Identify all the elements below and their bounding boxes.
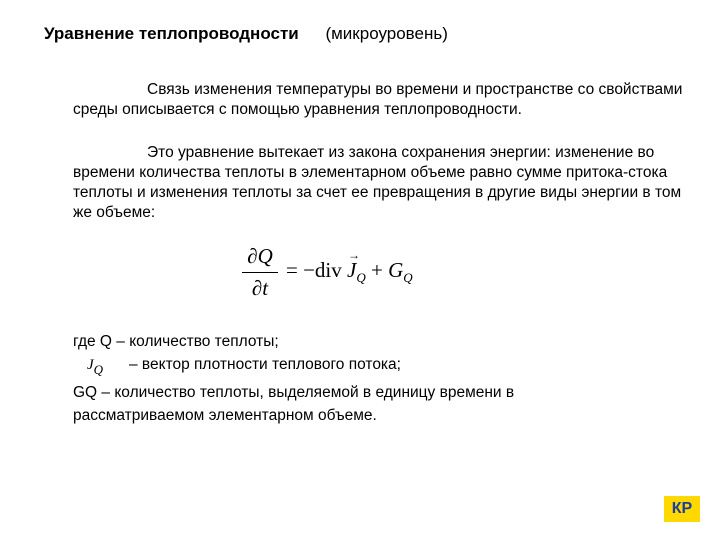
- formula-source-sub: Q: [403, 270, 413, 285]
- formula-plus: +: [365, 258, 389, 282]
- title-subtitle: (микроуровень): [325, 24, 448, 43]
- title-main: Уравнение теплопроводности: [44, 24, 299, 43]
- definition-gq-cont: рассматриваемом элементарном объеме.: [73, 407, 377, 424]
- formula-vector-symbol: J: [347, 258, 357, 282]
- formula-rhs: [286, 248, 413, 286]
- vector-arrow-icon: →: [348, 248, 361, 262]
- formula-numerator: ∂Q: [247, 244, 273, 268]
- formula-vector-sub: Q: [356, 270, 366, 285]
- definition-gq: GQ – количество теплоты, выделяемой в единицу времени в: [73, 384, 515, 401]
- paragraph-1: [73, 80, 683, 120]
- jq-symbol-sub: Q: [93, 362, 104, 377]
- definition-q: где Q – количество теплоты;: [73, 333, 279, 350]
- formula-flux-vector: [347, 248, 361, 283]
- jq-symbol: [73, 354, 129, 381]
- definitions-block: [73, 330, 683, 427]
- fraction-bar: [242, 272, 278, 273]
- definition-jq-text: – вектор плотности теплового потока;: [129, 356, 401, 373]
- definition-jq: [73, 353, 683, 381]
- jq-symbol-letter: J: [87, 357, 94, 373]
- paragraph-2: [73, 143, 683, 223]
- paragraph-1-text: Связь изменения температуры во времени и пространстве со свойствами среды описывается с помощью уравнения теплопроводности.: [73, 81, 683, 118]
- paragraph-2-text: Это уравнение вытекает из закона сохранения энергии: изменение во времени количества теплоты в элементарном объеме равно сумме притока-стока теплоты и изменения теплоты за счет ее превращения в другие виды энергии в том же объеме:: [73, 144, 682, 221]
- formula-equals-div: = −div: [286, 258, 342, 282]
- formula-source-symbol: G: [388, 258, 404, 282]
- kr-badge[interactable]: КР: [664, 496, 700, 522]
- slide-title: [44, 24, 448, 44]
- formula-denominator: ∂t: [251, 276, 269, 300]
